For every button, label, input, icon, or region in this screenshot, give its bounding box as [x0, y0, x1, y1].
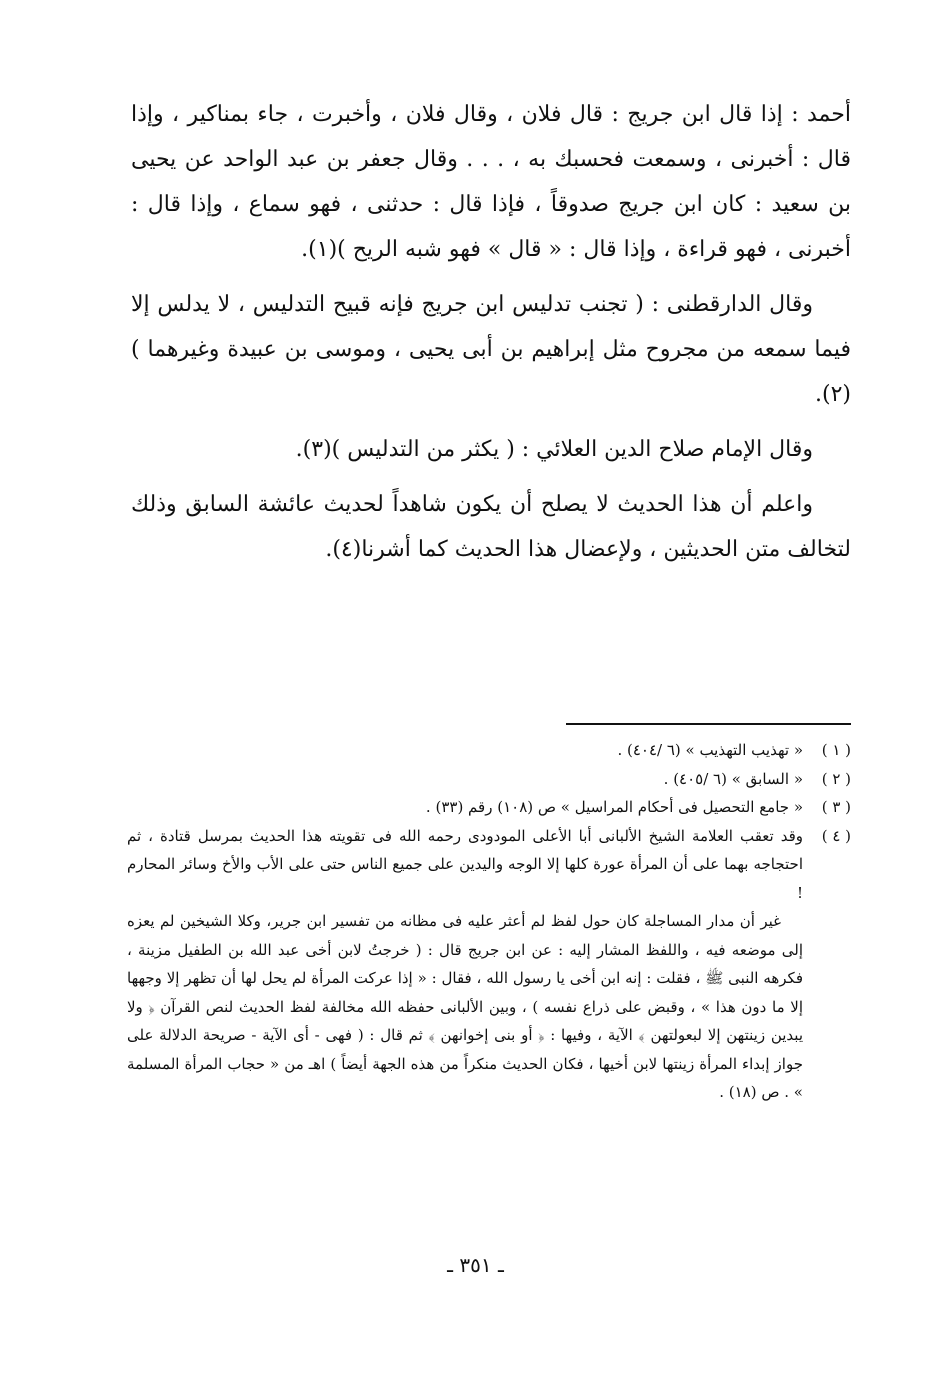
footnote-4: [127, 822, 851, 1107]
paragraph-1: أحمد : إذا قال ابن جريج : قال فلان ، وقال فلان ، وأخبرت ، جاء بمناكير ، وإذا قال : أخبرنى ، وسمعت فحسبك به ، . . . وقال جعفر بن عبد الواحد عن يحيى بن سعيد : كان ابن جريج صدوقاً ، فإذا قال : حدثنى ، فهو سماع ، وإذا قال : أخبرنى ، فهو قراءة ، وإذا قال : « قال » فهو شبه الريح )(١).: [131, 102, 851, 262]
footnotes: [127, 736, 851, 1107]
footnote-paragraph: « تهذيب التهذيب » (٦ /٤٠٤) .: [617, 741, 803, 759]
footnote-3: [127, 793, 851, 822]
footnote-paragraph: غير أن مدار المساجلة كان حول لفظ لم أعثر عليه فى مظانه من تفسير ابن جرير، وكلا الشيخين لم يعزه إلى موضعه فيه ، واللفظ المشار إليه : عن ابن جريج قال : ( خرجتُ لابن أخى عبد الله بن الطفيل مزينة ، فكرهه النبى ﷺ ، فقلت : إنه ابن أخى يا رسول الله ، فقال : « إذا عركت المرأة لم يحل لها أن تظهر إلا وجهها إلا ما دون هذا » ، وقبض على ذراع نفسه ) ، وبين الألبانى حفظه الله مخالفة لفظ الحديث لنص القرآن ﴿ ولا يبدين زينتهن إلا لبعولتهن ﴾ الآية ، وفيها : ﴿ أو بنى إخوانهن ﴾ ثم قال : ( فهى - أى الآية - صريحة الدلالة على جواز إبداء المرأة زينتها لابن أخيها ، فكان الحديث منكراً من هذه الجهة أيضاً ) اهـ من « حجاب المرأة المسلمة » . ص (١٨) .: [127, 912, 803, 1101]
footnote-number: ( ٤ ): [821, 826, 851, 845]
footnote-paragraph: « السابق » (٦ /٤٠٥) .: [663, 769, 803, 788]
paragraph-3: وقال الإمام صلاح الدين العلائي : ( يكثر من التدليس )(٣).: [295, 437, 813, 462]
main-text: [131, 92, 851, 572]
footnote-paragraph: وقد تعقب العلامة الشيخ الألبانى أبا الأعلى المودودى رحمه الله فى تقويته هذا الحديث بمرسل قتادة ، ثم احتجاجه بهما على أن المرأة عورة كلها إلا الوجه واليدين على جميع الناس حتى على الأب والأخ وسائر المحارم !: [127, 826, 803, 902]
footnote-text: [127, 793, 803, 822]
footnote-text: [127, 736, 803, 765]
footnote-divider: [566, 723, 851, 725]
footnote-1: [127, 736, 851, 765]
paragraph-2: وقال الدارقطنى : ( تجنب تدليس ابن جريج فإنه قبيح التدليس ، لا يدلس إلا فيما سمعه من مجروح مثل إبراهيم بن أبى يحيى ، وموسى بن عبيدة وغيرهما )(٢).: [131, 292, 851, 407]
footnote-text: [127, 822, 803, 1107]
paragraph-4: واعلم أن هذا الحديث لا يصلح أن يكون شاهداً لحديث عائشة السابق وذلك لتخالف متن الحديثين ، ولإعضال هذا الحديث كما أشرنا(٤).: [131, 492, 851, 562]
footnote-text: [127, 765, 803, 794]
footnote-number: ( ١ ): [821, 741, 851, 759]
footnote-number: ( ٣ ): [821, 798, 851, 816]
footnote-number: ( ٢ ): [821, 769, 851, 788]
page-number: ـ ٣٥١ ـ: [447, 1253, 504, 1277]
footnote-2: [127, 765, 851, 794]
footnote-paragraph: « جامع التحصيل فى أحكام المراسيل » ص (١٠٨) رقم (٣٣) .: [425, 798, 803, 816]
